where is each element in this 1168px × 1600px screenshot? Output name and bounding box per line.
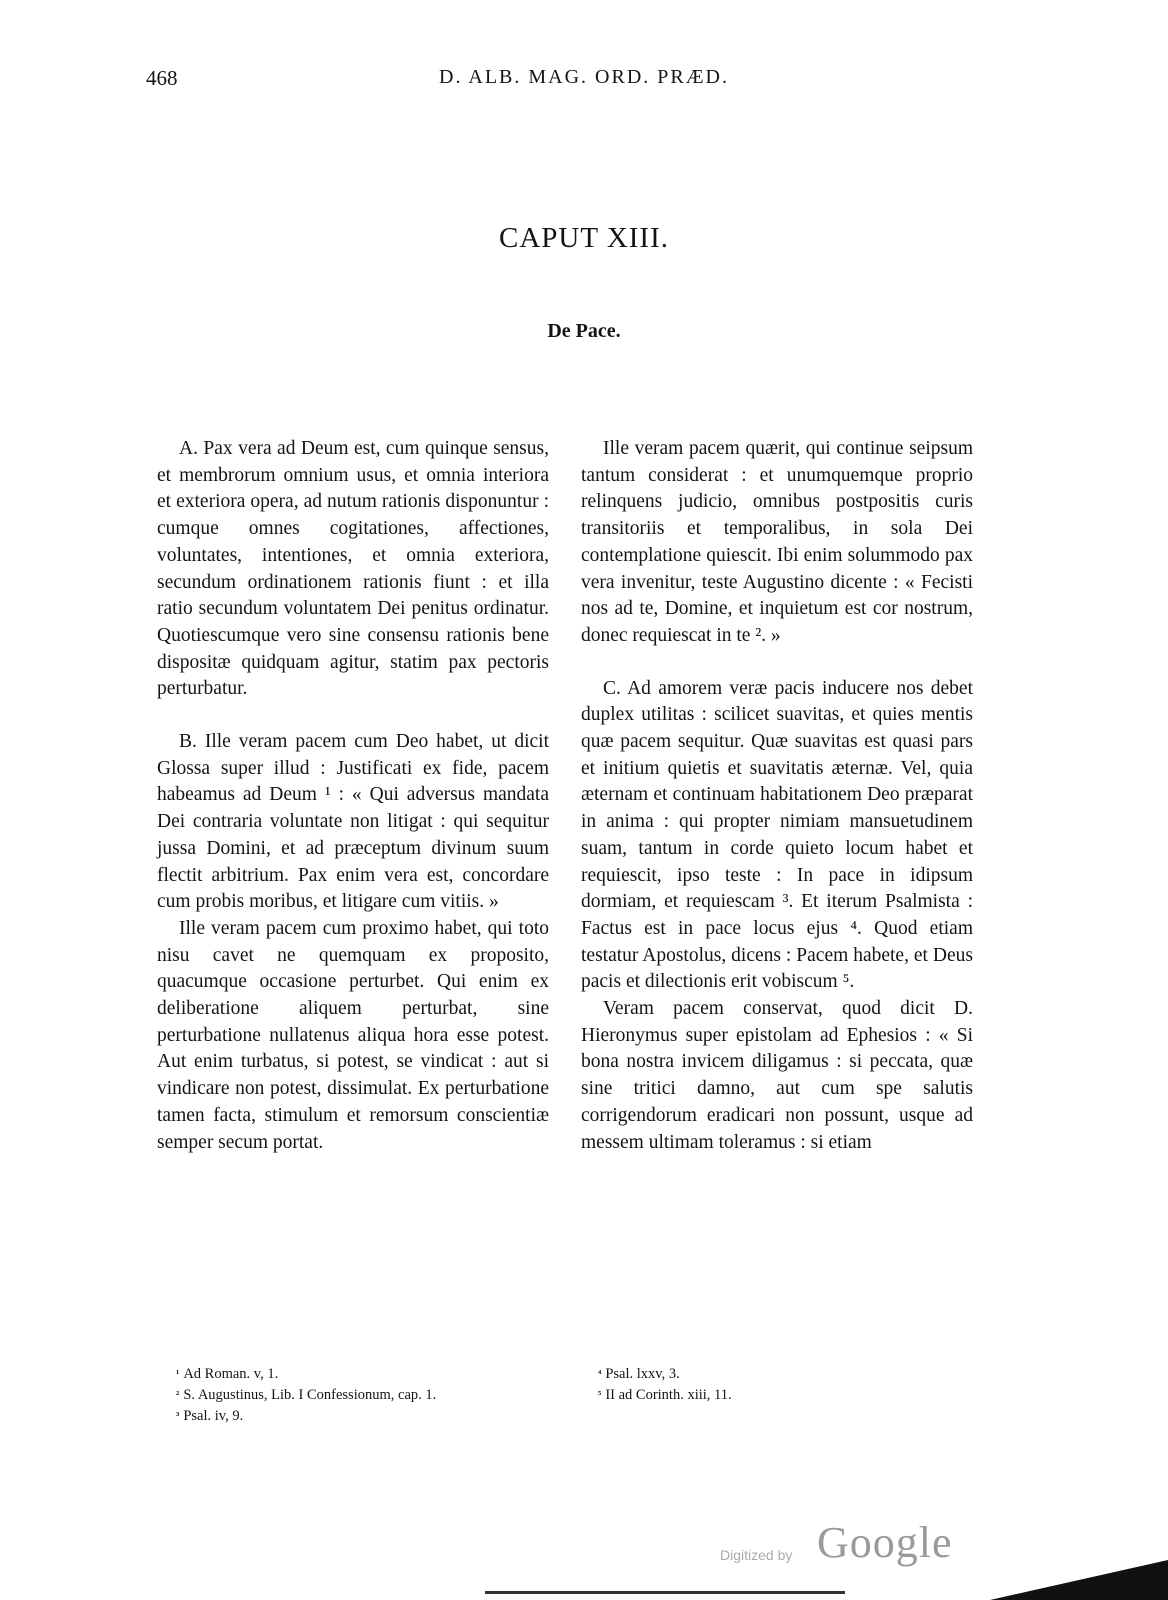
footnote-text: Ad Roman. v, 1. — [183, 1366, 279, 1382]
footnote-mark: ² — [176, 1389, 180, 1401]
footnote-mark: ¹ — [176, 1368, 180, 1380]
google-logo: Google — [817, 1518, 953, 1567]
scan-shadow-edge — [990, 1560, 1168, 1600]
footnotes-right — [598, 1364, 978, 1406]
running-head: D. ALB. MAG. ORD. PRÆD. — [439, 66, 729, 88]
footnote — [598, 1385, 978, 1406]
paragraph-b-end: Ille veram pacem quærit, qui continue seipsum tantum considerat : et unumquemque proprio relinquens judicio, omnibus postpositis curis transitoriis et temporalibus, in sola Dei contemplatione quiescit. Ibi enim solummodo pax vera invenitur, teste Augustino dicente : « Fecisti nos ad te, Domine, et inquietum est cor nostrum, donec requiescat in te ². » — [581, 438, 973, 646]
paragraph-b-continued: Ille veram pacem cum proximo habet, qui toto nisu cavet ne quemquam ex proposito, quacumque occasione perturbet. Qui enim ex deliberatione aliquem perturbat, sine perturbatione nullatenus aliqua hora esse potest. Aut enim turbatus, si potest, se vindicat : aut si vindicare non potest, dissimulat. Ex perturbatione tamen facta, stimulum et remorsum conscientiæ semper secum portat. — [157, 917, 549, 1153]
chapter-title: CAPUT XIII. — [499, 222, 669, 254]
footnote-mark: ⁵ — [598, 1389, 602, 1401]
right-column — [581, 436, 973, 1156]
footnote — [176, 1385, 576, 1406]
left-column — [157, 436, 549, 1156]
footnote-text: Psal. lxxv, 3. — [605, 1366, 680, 1382]
footnote-mark: ⁴ — [598, 1368, 602, 1380]
footnote-mark: ³ — [176, 1410, 180, 1422]
paragraph-c-continued: Veram pacem conservat, quod dicit D. Hieronymus super epistolam ad Ephesios : « Si bona nostra invicem diligamus : si peccata, quæ sine tritici damno, aut cum spe salutis corrigendorum eradicari non possunt, usque ad messem ultimam toleramus : si etiam — [581, 998, 973, 1153]
footnotes-left — [176, 1364, 576, 1427]
page-header — [0, 66, 1168, 96]
chapter-subtitle: De Pace. — [547, 320, 621, 342]
bottom-rule — [485, 1591, 845, 1594]
footnote — [176, 1364, 576, 1385]
footnote-text: Psal. iv, 9. — [183, 1408, 244, 1424]
digitized-watermark — [720, 1518, 960, 1571]
watermark-prefix: Digitized by — [720, 1547, 793, 1563]
footnote-text: S. Augustinus, Lib. I Confessionum, cap. 1. — [183, 1387, 437, 1403]
footnote — [598, 1364, 978, 1385]
paragraph-a: A. Pax vera ad Deum est, cum quinque sensus, et membrorum omnium usus, et omnia interiora et exteriora opera, ad nutum rationis disponuntur : cumque omnes cogitationes, affectiones, voluntates, intentiones, et omnia exteriora, secundum ordinationem rationis fiunt : et illa ratio secundum voluntatem Dei penitus ordinatur. Quotiescumque vero sine consensu rationis bene dispositæ quidquam agitur, statim pax pectoris perturbatur. — [157, 438, 549, 700]
footnote-text: II ad Corinth. xiii, 11. — [605, 1387, 732, 1403]
paragraph-b: B. Ille veram pacem cum Deo habet, ut dicit Glossa super illud : Justificati ex fide, pacem habeamus ad Deum ¹ : « Qui adversus mandata Dei contraria voluntate non litigat : qui sequitur jussa Domini, et ad præceptum divinum suum flectit arbitrium. Pax enim vera est, concordare cum probis moribus, et litigare cum vitiis. » — [157, 731, 549, 913]
page-number: 468 — [146, 66, 178, 90]
paragraph-c: C. Ad amorem veræ pacis inducere nos debet duplex utilitas : scilicet suavitas, et quies mentis quæ pacem sequitur. Quæ suavitas est quasi pars et initium quietis et suavitatis æternæ. Vel, quia æternam et continuam habitationem Deo præparat in anima : qui propter nimiam mansuetudinem suam, tantum in corde quieto locum habet et requiescit, ipso teste : In pace in idipsum dormiam, et requiescam ³. Et iterum Psalmista : Factus est in pace locus ejus ⁴. Quod etiam testatur Apostolus, dicens : Pacem habete, et Deus pacis et dilectionis erit vobiscum ⁵. — [581, 677, 973, 993]
footnote — [176, 1406, 576, 1427]
